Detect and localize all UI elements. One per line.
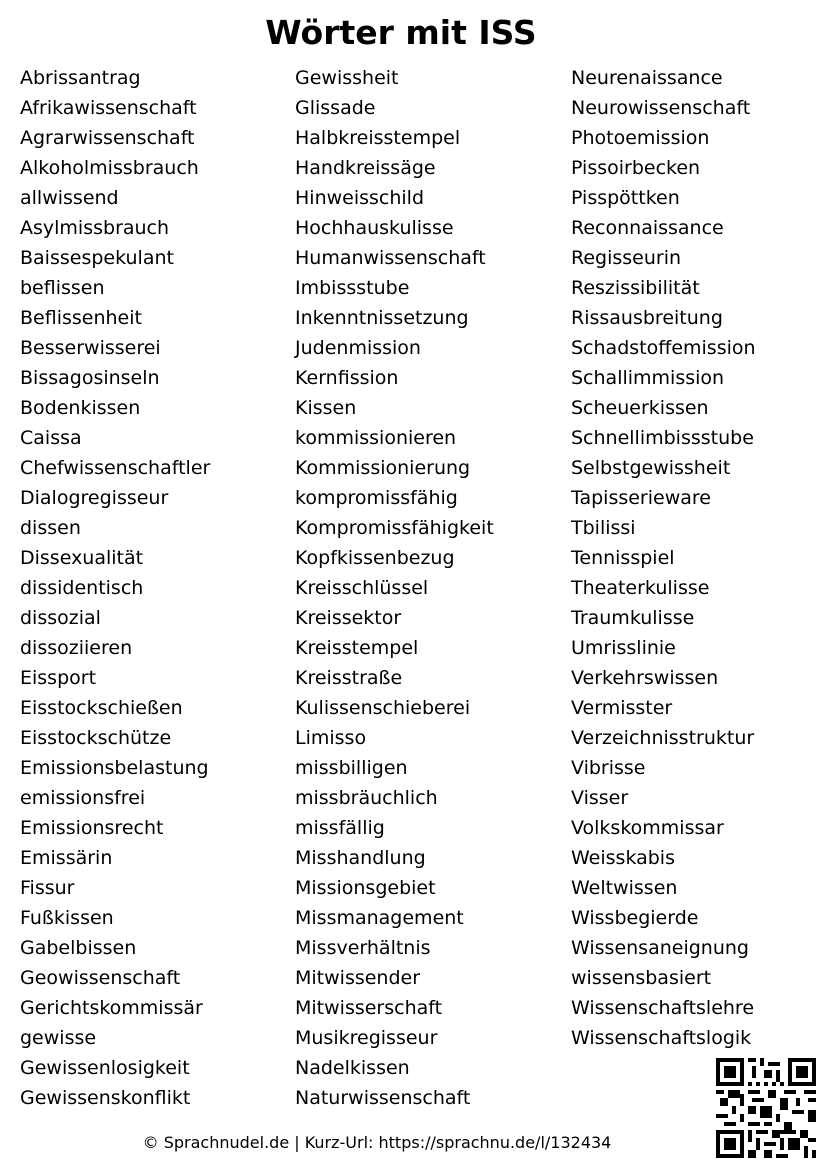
- word-item: wissensbasiert: [571, 967, 712, 989]
- word-item: Hochhauskulisse: [295, 217, 454, 239]
- word-item: allwissend: [20, 187, 119, 209]
- word-item: Pissoirbecken: [571, 157, 701, 179]
- word-item: Chefwissenschaftler: [20, 457, 211, 479]
- word-item: Wissenschaftslogik: [571, 1027, 752, 1049]
- footer-credit: © Sprachnudel.de | Kurz-Url: https://sprachnu.de/l/132434: [142, 1133, 612, 1152]
- word-item: Musikregisseur: [295, 1027, 438, 1049]
- word-item: Kommissionierung: [295, 457, 471, 479]
- word-item: Bissagosinseln: [20, 367, 160, 389]
- word-item: Eisstockschütze: [20, 727, 172, 749]
- word-item: Neurowissenschaft: [571, 97, 751, 119]
- word-item: missbilligen: [295, 757, 408, 779]
- word-item: Caissa: [20, 427, 82, 449]
- word-item: Wissbegierde: [571, 907, 699, 929]
- word-item: Weisskabis: [571, 847, 675, 869]
- word-item: Asylmissbrauch: [20, 217, 170, 239]
- word-item: Theaterkulisse: [571, 577, 710, 599]
- word-item: dissoziieren: [20, 637, 133, 659]
- word-item: Pisspöttken: [571, 187, 680, 209]
- word-item: Emissärin: [20, 847, 113, 869]
- word-item: Humanwissenschaft: [295, 247, 486, 269]
- word-item: gewisse: [20, 1027, 97, 1049]
- word-item: Missionsgebiet: [295, 877, 436, 899]
- word-item: emissionsfrei: [20, 787, 146, 809]
- word-item: Agrarwissenschaft: [20, 127, 195, 149]
- word-item: Kernfission: [295, 367, 399, 389]
- word-item: Reszissibilität: [571, 277, 700, 299]
- word-item: Alkoholmissbrauch: [20, 157, 199, 179]
- word-item: Tapisserieware: [571, 487, 711, 509]
- word-item: Kreisstempel: [295, 637, 419, 659]
- page-title: Wörter mit ISS: [265, 13, 537, 52]
- word-item: Gewissenskonflikt: [20, 1087, 191, 1109]
- word-item: Kissen: [295, 397, 357, 419]
- word-item: Neurenaissance: [571, 67, 723, 89]
- word-item: Tennisspiel: [571, 547, 675, 569]
- word-item: beflissen: [20, 277, 105, 299]
- word-item: Imbissstube: [295, 277, 410, 299]
- word-item: Gabelbissen: [20, 937, 137, 959]
- word-item: Kompromissfähigkeit: [295, 517, 494, 539]
- word-item: Vibrisse: [571, 757, 646, 779]
- word-item: Besserwisserei: [20, 337, 161, 359]
- word-item: Limisso: [295, 727, 367, 749]
- word-item: Beflissenheit: [20, 307, 142, 329]
- word-item: Kulissenschieberei: [295, 697, 471, 719]
- word-item: Emissionsbelastung: [20, 757, 209, 779]
- word-item: Tbilissi: [571, 517, 636, 539]
- word-item: Nadelkissen: [295, 1057, 410, 1079]
- word-item: Gewissheit: [295, 67, 399, 89]
- word-item: Eissport: [20, 667, 97, 689]
- word-item: Naturwissenschaft: [295, 1087, 471, 1109]
- word-item: Missmanagement: [295, 907, 464, 929]
- word-item: Gewissenlosigkeit: [20, 1057, 190, 1079]
- word-item: Kreisschlüssel: [295, 577, 429, 599]
- word-item: kompromissfähig: [295, 487, 458, 509]
- word-item: Rissausbreitung: [571, 307, 723, 329]
- word-item: Fissur: [20, 877, 75, 899]
- word-item: Dialogregisseur: [20, 487, 169, 509]
- word-item: Misshandlung: [295, 847, 426, 869]
- word-item: missbräuchlich: [295, 787, 438, 809]
- word-item: Regisseurin: [571, 247, 682, 269]
- word-item: Inkenntnissetzung: [295, 307, 469, 329]
- word-item: Bodenkissen: [20, 397, 141, 419]
- word-item: Schallimmission: [571, 367, 725, 389]
- word-item: Hinweisschild: [295, 187, 425, 209]
- word-item: Missverhältnis: [295, 937, 431, 959]
- word-item: Umrisslinie: [571, 637, 676, 659]
- word-item: Gerichtskommissär: [20, 997, 203, 1019]
- word-column-2: [295, 63, 494, 1113]
- word-item: Glissade: [295, 97, 376, 119]
- qr-code-icon: [716, 1058, 816, 1158]
- word-item: Kopfkissenbezug: [295, 547, 455, 569]
- word-item: Afrikawissenschaft: [20, 97, 197, 119]
- word-item: Wissenschaftslehre: [571, 997, 755, 1019]
- word-column-1: [20, 63, 210, 1113]
- word-item: Weltwissen: [571, 877, 678, 899]
- word-item: kommissionieren: [295, 427, 457, 449]
- word-item: dissozial: [20, 607, 101, 629]
- word-item: Abrissantrag: [20, 67, 141, 89]
- word-item: Emissionsrecht: [20, 817, 164, 839]
- word-item: dissen: [20, 517, 81, 539]
- word-item: Vermisster: [571, 697, 673, 719]
- word-item: Visser: [571, 787, 629, 809]
- word-item: Kreisstraße: [295, 667, 403, 689]
- word-item: Mitwissender: [295, 967, 421, 989]
- word-item: Judenmission: [295, 337, 421, 359]
- word-item: Schadstoffemission: [571, 337, 756, 359]
- word-item: Halbkreisstempel: [295, 127, 461, 149]
- word-item: Wissensaneignung: [571, 937, 749, 959]
- word-item: Baissespekulant: [20, 247, 174, 269]
- word-item: Verzeichnisstruktur: [571, 727, 755, 749]
- word-item: Reconnaissance: [571, 217, 724, 239]
- word-item: Photoemission: [571, 127, 710, 149]
- word-item: missfällig: [295, 817, 385, 839]
- word-item: Selbstgewissheit: [571, 457, 731, 479]
- word-item: Scheuerkissen: [571, 397, 709, 419]
- word-item: Volkskommissar: [571, 817, 724, 839]
- word-item: Fußkissen: [20, 907, 114, 929]
- word-item: Handkreissäge: [295, 157, 436, 179]
- word-item: Traumkulisse: [571, 607, 695, 629]
- word-item: Verkehrswissen: [571, 667, 719, 689]
- word-column-3: [571, 63, 756, 1053]
- word-item: Kreissektor: [295, 607, 402, 629]
- word-item: Eisstockschießen: [20, 697, 183, 719]
- word-item: dissidentisch: [20, 577, 144, 599]
- word-item: Mitwisserschaft: [295, 997, 443, 1019]
- word-item: Dissexualität: [20, 547, 144, 569]
- word-item: Geowissenschaft: [20, 967, 181, 989]
- word-item: Schnellimbissstube: [571, 427, 754, 449]
